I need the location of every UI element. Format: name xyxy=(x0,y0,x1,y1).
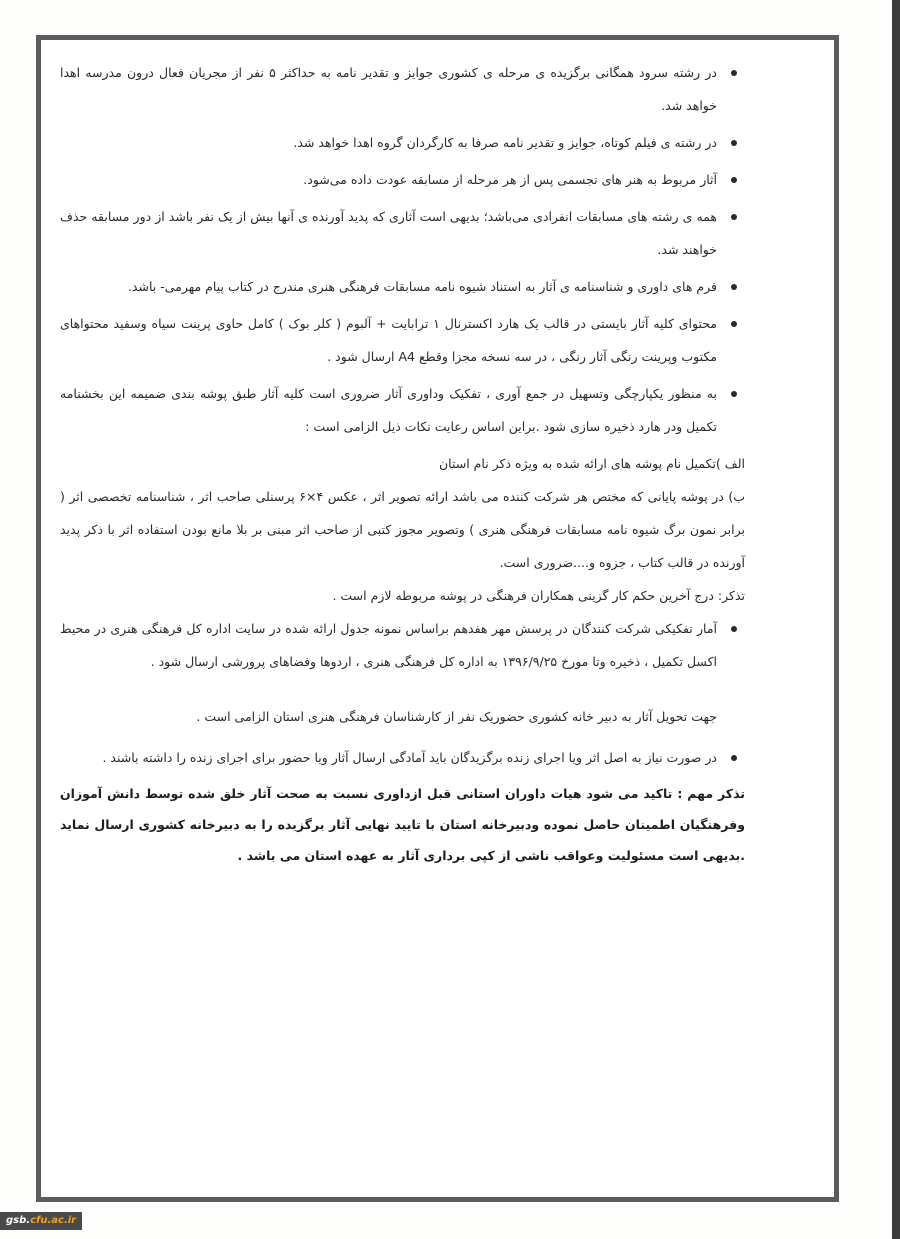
bullet-item: همه ی رشته های مسابقات انفرادی می‌باشد؛ بدیهی است آثاری که پدید آورنده ی آنها بیش از یک نفر باشد از دور مسابقه حذف خواهند شد. xyxy=(60,200,745,266)
bullet-item: فرم های داوری و شناسنامه ی آثار به استناد شیوه نامه مسابقات فرهنگی هنری مندرج در کتاب پیام مهرمی- باشد. xyxy=(60,270,745,303)
watermark-prefix: gsb. xyxy=(6,1215,31,1226)
bullet-item: آثار مربوط به هنر های تجسمی پس از هر مرحله از مسابقه عودت داده می‌شود. xyxy=(60,163,745,196)
bullet-item: به منظور یکپارچگی وتسهیل در جمع آوری ، تفکیک وداوری آثار ضروری است کلیه آثار طبق پوشه بندی ضمیمه این بخشنامه تکمیل ودر هارد ذخیره سازی شود .براین اساس رعایت نکات ذیل الزامی است : xyxy=(60,377,745,443)
site-watermark xyxy=(0,1212,82,1230)
bullet-item: در رشته سرود همگانی برگزیده ی مرحله ی کشوری جوایز و تقدیر نامه به حداکثر ۵ نفر از مجریان فعال درون مدرسه اهدا خواهد شد. xyxy=(60,56,745,122)
sub-item-be: ب) در پوشه پایانی که مختص هر شرکت کننده می باشد ارائه تصویر اثر ، عکس ۴×۶ پرسنلی صاحب اثر ، شناسنامه تخصصی اثر ( برابر نمون برگ شیوه نامه مسابقات فرهنگی هنری ) وتصویر مجوز کتبی از صاحب اثر مبنی بر بلا مانع بودن استفاده اثر با ذکر پدید آورنده در قالب کتاب ، جزوه و....ضروری است. xyxy=(60,489,745,570)
bullet-item: محتوای کلیه آثار بایستی در قالب یک هارد اکسترنال ۱ ترابایت + آلبوم ( کلر بوک ) کامل حاوی پرینت سیاه وسفید محتواهای مکتوب وپرینت رنگی آثار رنگی ، در سه نسخه مجزا وقطع A4 ارسال شود . xyxy=(60,307,745,373)
sub-item-alef: الف )تکمیل نام پوشه های ارائه شده به ویژه ذکر نام استان xyxy=(438,456,745,471)
document-body xyxy=(60,56,745,871)
live-performance-bullet: در صورت نیاز به اصل اثر ویا اجرای زنده برگزیدگان باید آمادگی ارسال آثار ویا حضور برای اجرای زنده را داشته باشند . xyxy=(60,741,745,774)
important-note: تذکر مهم : تاکید می شود هیات داوران استانی قبل ازداوری نسبت به صحت آثار خلق شده توسط دانش آموزان وفرهنگیان اطمینان حاصل نموده ودبیرخانه استان با تایید نهایی آثار برگزیده را به دبیرخانه کشوری ارسال نماید .بدیهی است مسئولیت وعواقب ناشی از کپی برداری آثار به عهده استان می باشد . xyxy=(60,786,745,863)
reminder-note: تذکر: درج آخرین حکم کار گزینی همکاران فرهنگی در پوشه مربوطه لازم است . xyxy=(332,588,745,603)
watermark-domain: cfu.ac.ir xyxy=(30,1215,77,1226)
scan-edge-shadow xyxy=(892,0,900,1239)
bullet-item: در رشته ی فیلم کوتاه، جوایز و تقدیر نامه صرفا به کارگردان گروه اهدا خواهد شد. xyxy=(60,126,745,159)
delivery-note: جهت تحویل آثار به دبیر خانه کشوری حضوریک نفر از کارشناسان فرهنگی هنری استان الزامی است . xyxy=(196,709,717,724)
stats-bullet: آمار تفکیکی شرکت کنندگان در پرسش مهر هفدهم براساس نمونه جدول ارائه شده در سایت اداره کل فرهنگی هنری در محیط اکسل تکمیل ، ذخیره وتا مورخ ۱۳۹۶/۹/۲۵ به اداره کل فرهنگی هنری ، اردوها وفضاهای پرورشی ارسال شود . xyxy=(60,612,745,678)
